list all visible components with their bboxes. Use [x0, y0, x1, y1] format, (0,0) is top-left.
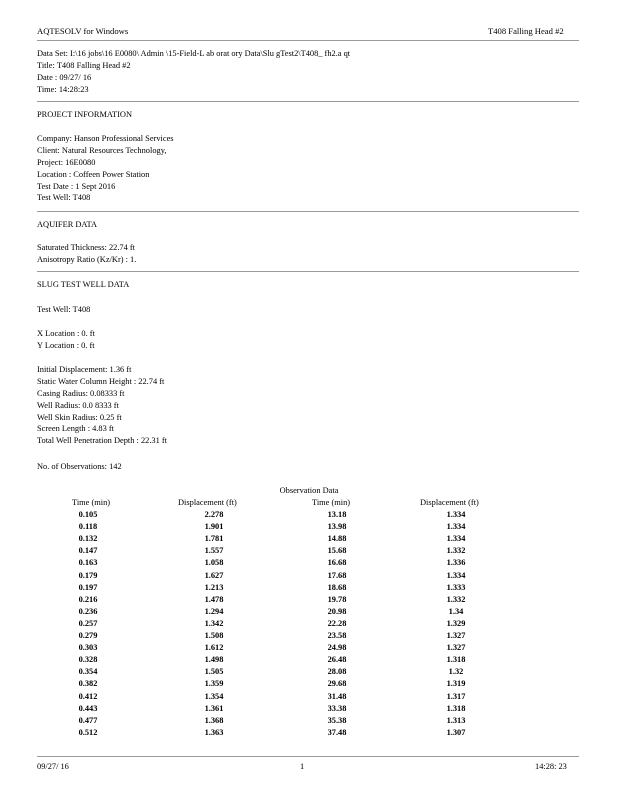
divider [37, 271, 579, 272]
table-row [0, 608, 618, 620]
divider [37, 211, 579, 212]
time-cell: 13.98 [327, 522, 347, 532]
observations-count: No. of Observations: 142 [37, 462, 122, 471]
time-cell: 13.18 [327, 510, 347, 519]
aquifer-thickness: Saturated Thickness: 22.74 ft [37, 243, 136, 252]
time-cell: 22.28 [327, 618, 347, 628]
displacement-cell: 1.612 [204, 643, 224, 653]
table-row [0, 584, 618, 596]
observation-table-title: Observation Data [279, 486, 339, 495]
displacement-cell: 1.327 [446, 631, 466, 640]
total-penetration-depth: Total Well Penetration Depth : 22.31 ft [37, 436, 167, 446]
table-row [0, 705, 618, 717]
displacement-cell: 1.627 [204, 570, 224, 580]
displacement-cell: 1.307 [446, 727, 466, 737]
time-cell: 28.08 [327, 667, 347, 677]
time-cell: 37.48 [327, 727, 347, 737]
time-cell: 0.236 [78, 606, 98, 616]
test-name: T408 Falling Head #2 [488, 26, 564, 36]
well-radius: Well Radius: 0.0 8333 ft [37, 400, 119, 410]
time-cell: 0.477 [78, 715, 98, 725]
displacement-cell: 1.319 [446, 679, 466, 689]
file-info-title: Title: T408 Falling Head #2 [37, 60, 131, 70]
displacement-cell: 1.327 [446, 643, 466, 653]
displacement-cell: 1.498 [204, 655, 224, 665]
footer-time: 14:28: 23 [535, 762, 567, 771]
well-location [37, 330, 95, 354]
slug-test-heading: SLUG TEST WELL DATA [37, 280, 130, 289]
displacement-cell: 1.334 [446, 522, 466, 532]
time-cell: 0.179 [78, 570, 98, 580]
displacement-cell: 1.557 [204, 546, 224, 556]
time-cell: 18.68 [327, 582, 347, 592]
project-location: Location : Coffeen Power Station [37, 169, 150, 179]
displacement-cell: 1.368 [204, 715, 224, 725]
time-cell: 19.78 [327, 594, 347, 604]
table-row [0, 559, 618, 571]
static-water-column: Static Water Column Height : 22.74 ft [37, 376, 165, 386]
displacement-cell: 1.318 [446, 703, 466, 713]
project-test-date: Test Date : 1 Sept 2016 [37, 181, 116, 191]
time-cell: 0.303 [78, 643, 98, 653]
displacement-cell: 1.359 [204, 679, 224, 689]
displacement-cell: 1.317 [446, 691, 466, 701]
time-cell: 0.216 [78, 594, 98, 604]
table-row [0, 680, 618, 692]
aquifer-heading: AQUIFER DATA [37, 220, 98, 229]
file-info-date: Date : 09/27/ 16 [37, 72, 92, 82]
col-header-displacement-2: Displacement (ft) [420, 498, 479, 507]
footer-date: 09/27/ 16 [37, 762, 69, 771]
app-title: AQTESOLV for Windows [37, 26, 129, 36]
col-header-displacement-1: Displacement (ft) [178, 498, 237, 507]
well-y-location: Y Location : 0. ft [37, 340, 95, 350]
displacement-cell: 1.334 [446, 510, 466, 519]
table-row [0, 729, 618, 741]
screen-length: Screen Length : 4.83 ft [37, 424, 114, 434]
displacement-cell: 1.329 [446, 618, 466, 628]
initial-displacement: Initial Displacement: 1.36 ft [37, 365, 132, 374]
displacement-cell: 1.334 [446, 570, 466, 580]
project-heading: PROJECT INFORMATION [37, 110, 133, 119]
col-header-time-1: Time (min) [72, 498, 111, 507]
time-cell: 33.38 [327, 703, 347, 713]
time-cell: 26.48 [327, 655, 347, 665]
project-number: Project: 16E0080 [37, 157, 96, 167]
file-info-dataset: Data Set: I:\16 jobs\16 E0080\ Admin \15-Field-L ab orat ory Data\Slu gTest2\T408_ fh2.a qt [37, 49, 351, 58]
displacement-cell: 1.313 [446, 715, 466, 725]
time-cell: 14.88 [327, 534, 347, 544]
displacement-cell: 1.361 [204, 703, 224, 713]
displacement-cell: 1.478 [204, 594, 224, 604]
displacement-cell: 1.781 [204, 534, 224, 544]
footer-page-number: 1 [300, 762, 305, 771]
displacement-cell: 1.332 [446, 546, 466, 556]
displacement-cell: 1.058 [204, 558, 224, 568]
time-cell: 0.443 [78, 703, 98, 713]
divider [37, 101, 579, 102]
time-cell: 0.412 [78, 691, 98, 701]
time-cell: 17.68 [327, 570, 347, 580]
displacement-cell: 1.318 [446, 655, 466, 665]
time-cell: 20.98 [327, 606, 347, 616]
displacement-cell: 1.363 [204, 727, 224, 737]
file-info-time: Time: 14:28:23 [37, 84, 89, 94]
time-cell: 29.68 [327, 679, 347, 689]
time-cell: 0.105 [78, 510, 98, 519]
casing-radius: Casing Radius: 0.08333 ft [37, 388, 125, 398]
time-cell: 0.512 [78, 727, 98, 737]
col-header-time-2: Time (min) [312, 498, 351, 507]
time-cell: 0.354 [78, 667, 98, 677]
displacement-cell: 1.901 [204, 522, 224, 532]
displacement-cell: 1.333 [446, 582, 466, 592]
divider [37, 756, 579, 757]
file-info [37, 50, 350, 98]
displacement-cell: 1.332 [446, 594, 466, 604]
time-cell: 31.48 [327, 691, 347, 701]
project-company: Company: Hanson Professional Services [37, 134, 174, 143]
time-cell: 23.58 [327, 631, 347, 640]
displacement-cell: 1.354 [204, 691, 224, 701]
project-client: Client: Natural Resources Technology, [37, 145, 167, 155]
table-row [0, 693, 618, 705]
time-cell: 0.118 [78, 522, 98, 532]
displacement-cell: 1.334 [446, 534, 466, 544]
time-cell: 16.68 [327, 558, 347, 568]
time-cell: 0.257 [78, 618, 98, 628]
table-row [0, 717, 618, 729]
divider [37, 40, 579, 41]
displacement-cell: 1.342 [204, 618, 224, 628]
table-row [0, 572, 618, 584]
well-x-location: X Location : 0. ft [37, 329, 95, 338]
slug-test-well: Test Well: T408 [37, 305, 91, 314]
displacement-cell: 1.32 [448, 667, 464, 677]
aquifer-data [37, 244, 136, 268]
time-cell: 35.38 [327, 715, 347, 725]
time-cell: 0.382 [78, 679, 98, 689]
displacement-cell: 1.505 [204, 667, 224, 677]
well-parameters [37, 366, 167, 449]
project-test-well: Test Well: T408 [37, 193, 91, 203]
displacement-cell: 1.34 [448, 606, 464, 616]
time-cell: 24.98 [327, 643, 347, 653]
time-cell: 0.163 [78, 558, 98, 568]
displacement-cell: 1.336 [446, 558, 466, 568]
time-cell: 0.147 [78, 546, 98, 556]
displacement-cell: 1.294 [204, 606, 224, 616]
time-cell: 0.328 [78, 655, 98, 665]
displacement-cell: 1.508 [204, 631, 224, 640]
time-cell: 0.132 [78, 534, 98, 544]
table-row [0, 596, 618, 608]
project-info [37, 135, 174, 206]
time-cell: 0.197 [78, 582, 98, 592]
well-skin-radius: Well Skin Radius: 0.25 ft [37, 412, 122, 422]
displacement-cell: 2.278 [204, 510, 224, 519]
aquifer-anisotropy: Anisotropy Ratio (Kz/Kr) : 1. [37, 254, 137, 264]
time-cell: 0.279 [78, 631, 98, 640]
time-cell: 15.68 [327, 546, 347, 556]
displacement-cell: 1.213 [204, 582, 224, 592]
